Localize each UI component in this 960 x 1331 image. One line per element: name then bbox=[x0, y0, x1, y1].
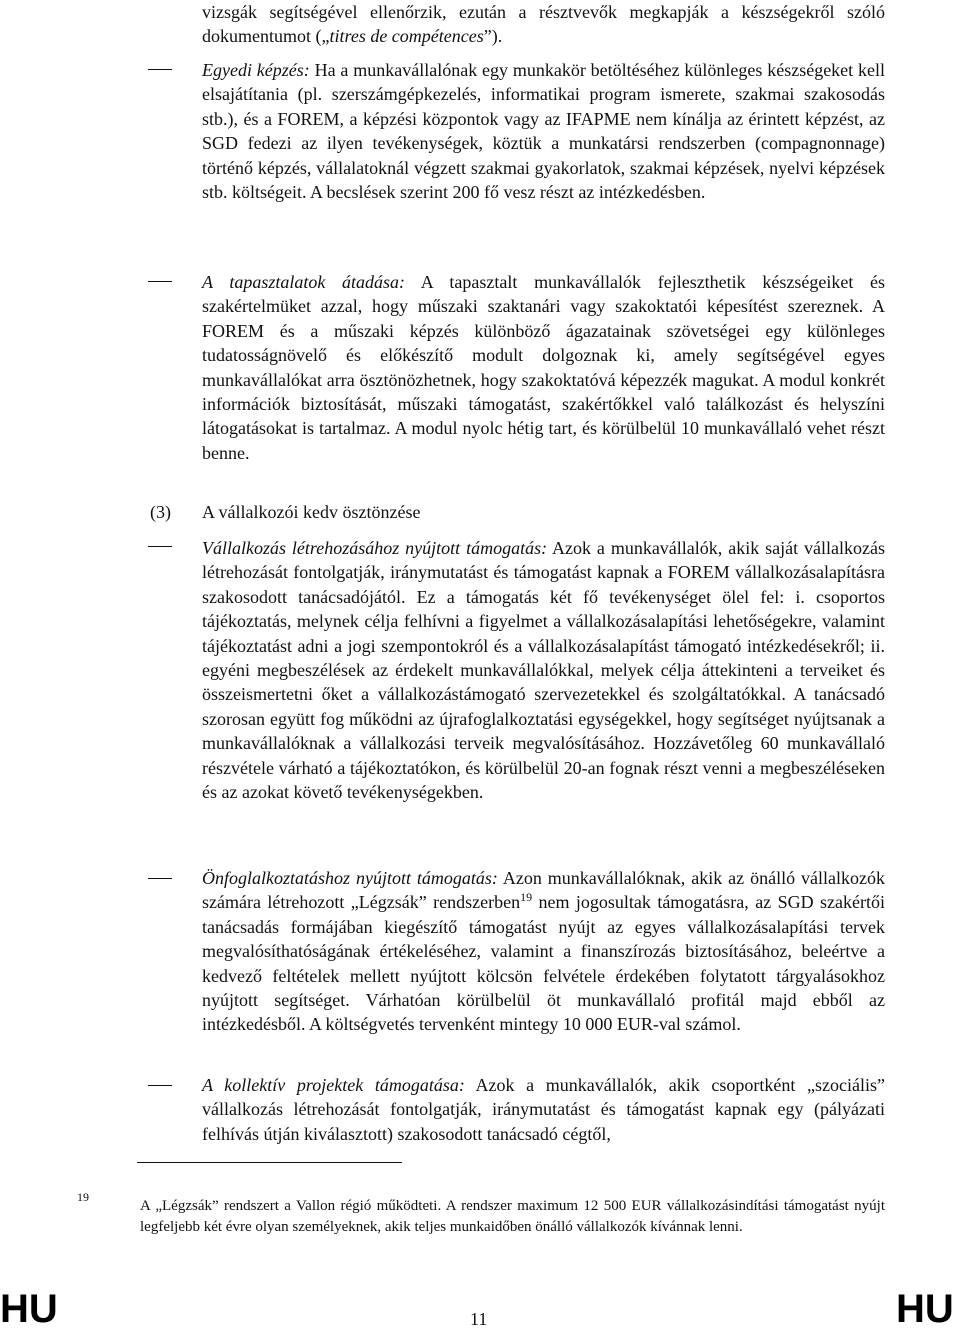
paragraph-text: vizsgák segítségével ellenőrzik, ezután a résztvevők megkapják a készségekről szóló dokumentumot („ bbox=[202, 2, 885, 47]
bullet-text: Ha a munkavállalónak egy munkakör betöltéséhez különleges készségeket kell elsajátítania (pl. szerszámgépkezelés, informatikai program ismerete, szakmai szakosodás stb.), és a FOREM, a képzési központok vagy az IFAPME nem kínálja az érintett képzést, az SGD fedezi az ilyen tevékenységek, köztük a munkatársi rendszerben (compagnonnage) történő képzés, vállalatoknál végzett szakmai gyakorlatok, szakmai képzések, nyelvi képzések stb. költségeit. A becslések szerint 200 fő vesz részt az intézkedésben. bbox=[202, 60, 885, 203]
bullet-individual-training bbox=[202, 58, 885, 204]
bullet-label: Önfoglalkoztatáshoz nyújtott támogatás: bbox=[202, 868, 498, 888]
bullet-text: nem jogosultak támogatásra, az SGD szakértői tanácsadás formájában kiegészítő támogatást nyújt az egyes vállalkozásalapítási tervek megvalósíthatóságának értékeléséhez, valamint a finanszírozás biztosításához, beleértve a kedvező feltételek mellett nyújtott kölcsön felvétele érdekében folytatott tárgyalásokhoz nyújtott segítséget. Várhatóan körülbelül öt munkavállaló profitál majd ebből az intézkedésből. A költségvetés tervenként mintegy 10 000 EUR-val számol. bbox=[202, 892, 885, 1035]
dash-bullet bbox=[148, 69, 172, 70]
section-number: (3) bbox=[150, 502, 171, 522]
bullet-self-employment-support bbox=[202, 866, 885, 1037]
footnote-reference: 19 bbox=[520, 890, 533, 905]
italic-term: titres de compétences bbox=[329, 26, 484, 47]
footnote-separator bbox=[137, 1162, 402, 1163]
bullet-label: Egyedi képzés: bbox=[202, 60, 310, 80]
language-code-right: HU bbox=[896, 1287, 954, 1331]
dash-bullet bbox=[148, 878, 172, 879]
bullet-collective-project-support bbox=[202, 1073, 885, 1146]
bullet-label: A kollektív projektek támogatása: bbox=[202, 1075, 465, 1095]
bullet-experience-transfer bbox=[202, 270, 885, 465]
bullet-label: A tapasztalatok átadása: bbox=[202, 272, 406, 292]
bullet-text: Azok a munkavállalók, akik csoportként „szociális” vállalkozás létrehozását fontolgatják, iránymutatást és támogatást kapnak egy (pályázati felhívás útján kiválasztott) szakosodott tanácsadó cégtől, bbox=[202, 1075, 885, 1144]
footnote-number: 19 bbox=[77, 1190, 89, 1204]
bullet-text: Azon munkavállalóknak, akik az önálló vállalkozók számára létrehozott „Légzsák” rendszerben bbox=[202, 868, 885, 913]
page-number: 11 bbox=[470, 1309, 488, 1329]
bullet-business-creation-support bbox=[202, 536, 885, 804]
dash-bullet bbox=[148, 281, 172, 282]
bullet-label: Vállalkozás létrehozásához nyújtott támogatás: bbox=[202, 538, 548, 558]
footnote-text: A „Légzsák” rendszert a Vallon régió működteti. A rendszer maximum 12 500 EUR vállalkozásindítási támogatást nyújt legfeljebb két évre olyan személyeknek, akik teljes munkaidőben önálló vállalkozók kívánnak lenni. bbox=[140, 1198, 885, 1235]
paragraph-continuation bbox=[202, 0, 885, 49]
dash-bullet bbox=[148, 546, 172, 547]
language-code-left: HU bbox=[0, 1287, 58, 1331]
paragraph-text: ”). bbox=[483, 26, 503, 47]
section-heading: A vállalkozói kedv ösztönzése bbox=[202, 502, 421, 522]
bullet-text: Azok a munkavállalók, akik saját vállalkozás létrehozását fontolgatják, iránymutatást és támogatást kapnak a FOREM vállalkozásalapításra szakosodott tanácsadójától. Ez a támogatás két fő tevékenységet ölel fel: i. csoportos tájékoztatás, melynek célja felhívni a figyelmet a vállalkozásalapítási lehetőségekre, valamint tájékoztatást adni a jogi szempontokról és a vállalkozásalapítást támogató intézkedésekről; ii. egyéni megbeszélések az érdekelt munkavállalókkal, melyek célja áttekinteni a terveiket és összeismertetni őket a vállalkozástámogató szervezetekkel és szolgáltatókkal. A tanácsadó szorosan együtt fog működni az újrafoglalkoztatási egységekkel, hogy segítséget nyújtsanak a munkavállalóknak a vállalkozási terveik megvalósításához. Hozzávetőleg 60 munkavállaló részvétele várható a tájékoztatókon, és körülbelül 20-an fognak részt venni a megbeszéléseken és az azokat követő tevékenységekben. bbox=[202, 538, 885, 803]
dash-bullet bbox=[148, 1085, 172, 1086]
bullet-text: A tapasztalt munkavállalók fejleszthetik készségeiket és szakértelmüket azzal, hogy műszaki szaktanári vagy szakoktatói képesítést szereznek. A FOREM és a műszaki képzés különböző ágazatainak szövetségei egy különleges tudatosságnövelő és előkészítő modult dolgoznak ki, amely segítségével egyes munkavállalókat arra ösztönözhetnek, hogy szakoktatóvá képezzék magukat. A modul konkrét információk biztosítását, műszaki támogatást, szakértőkkel való találkozást és helyszíni látogatásokat is tartalmaz. A modul nyolc hétig tart, és körülbelül 10 munkavállaló vehet részt benne. bbox=[202, 272, 885, 463]
